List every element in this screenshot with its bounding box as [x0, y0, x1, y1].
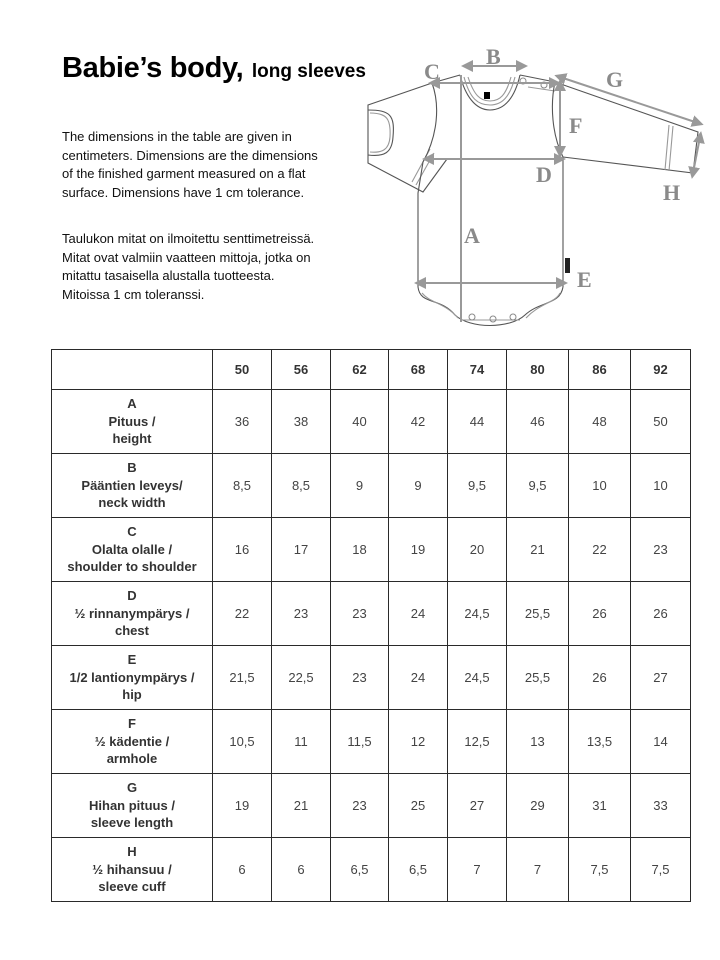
- table-cell: 48: [569, 390, 631, 454]
- table-row: [52, 710, 691, 774]
- table-cell: 46: [507, 390, 569, 454]
- table-row: [52, 582, 691, 646]
- label-en: hip: [122, 687, 142, 703]
- table-cell: 26: [569, 646, 631, 710]
- table-row: [52, 646, 691, 710]
- table-cell: 23: [631, 518, 691, 582]
- table-cell: 9: [389, 454, 448, 518]
- table-cell: 9,5: [448, 454, 507, 518]
- table-cell: 50: [631, 390, 691, 454]
- table-cell: 25: [389, 774, 448, 838]
- measurement-label: [52, 518, 213, 582]
- table-cell: 11: [272, 710, 331, 774]
- table-cell: 22,5: [272, 646, 331, 710]
- table-cell: 7,5: [569, 838, 631, 902]
- label-fi: ½ kädentie /: [94, 733, 170, 749]
- table-cell: 25,5: [507, 582, 569, 646]
- label-code: E: [127, 652, 137, 668]
- table-cell: 13,5: [569, 710, 631, 774]
- table-row: [52, 838, 691, 902]
- table-cell: 19: [213, 774, 272, 838]
- label-en: neck width: [98, 495, 166, 511]
- label-code: H: [127, 844, 137, 860]
- table-cell: 24,5: [448, 646, 507, 710]
- label-b: B: [486, 44, 501, 69]
- header-row: [52, 350, 691, 390]
- table-cell: 11,5: [331, 710, 389, 774]
- label-code: G: [126, 780, 138, 796]
- size-header: 86: [569, 350, 631, 390]
- size-header: 50: [213, 350, 272, 390]
- table-cell: 7,5: [631, 838, 691, 902]
- table-row: [52, 390, 691, 454]
- table-cell: 36: [213, 390, 272, 454]
- table-cell: 10,5: [213, 710, 272, 774]
- table-cell: 8,5: [213, 454, 272, 518]
- table-cell: 9: [331, 454, 389, 518]
- table-cell: 6,5: [389, 838, 448, 902]
- side-tag-icon: [565, 258, 570, 273]
- title-main: Babie’s body,: [62, 52, 244, 84]
- table-cell: 40: [331, 390, 389, 454]
- label-fi: Hihan pituus /: [89, 797, 175, 813]
- table-cell: 20: [448, 518, 507, 582]
- table-cell: 18: [331, 518, 389, 582]
- table-cell: 9,5: [507, 454, 569, 518]
- header-empty: [52, 350, 213, 390]
- table-cell: 19: [389, 518, 448, 582]
- neck-label-icon: [484, 92, 490, 99]
- table-row: [52, 518, 691, 582]
- size-header: 74: [448, 350, 507, 390]
- label-fi: 1/2 lantionympärys /: [69, 669, 195, 685]
- label-a: A: [464, 223, 480, 248]
- label-code: F: [128, 716, 136, 732]
- description-english: The dimensions in the table are given in centimeters. Dimensions are the dimensions of the finished garment measured on a flat surface. Dimensions have 1 cm tolerance.: [62, 129, 318, 200]
- table-cell: 6,5: [331, 838, 389, 902]
- label-code: B: [127, 460, 137, 476]
- label-code: C: [127, 524, 137, 540]
- table-cell: 44: [448, 390, 507, 454]
- table-cell: 23: [272, 582, 331, 646]
- label-c: C: [424, 59, 440, 84]
- table-cell: 31: [569, 774, 631, 838]
- label-f: F: [569, 113, 583, 138]
- label-en: shoulder to shoulder: [67, 559, 197, 575]
- table-cell: 10: [631, 454, 691, 518]
- label-fi: ½ rinnanympärys /: [74, 605, 190, 621]
- table-cell: 10: [569, 454, 631, 518]
- measurement-label: [52, 646, 213, 710]
- label-en: sleeve cuff: [98, 879, 166, 895]
- table-cell: 12: [389, 710, 448, 774]
- measurement-label: [52, 710, 213, 774]
- label-code: A: [127, 396, 137, 412]
- table-cell: 6: [272, 838, 331, 902]
- table-row: [52, 454, 691, 518]
- table-cell: 27: [448, 774, 507, 838]
- table-cell: 6: [213, 838, 272, 902]
- table-cell: 38: [272, 390, 331, 454]
- table-cell: 21: [272, 774, 331, 838]
- snap-buttons: [469, 78, 547, 322]
- table-cell: 27: [631, 646, 691, 710]
- table-cell: 42: [389, 390, 448, 454]
- table-cell: 7: [507, 838, 569, 902]
- size-header: 62: [331, 350, 389, 390]
- label-fi: Olalta olalle /: [91, 541, 173, 557]
- table-cell: 24,5: [448, 582, 507, 646]
- label-en: sleeve length: [90, 815, 174, 831]
- measurement-label: [52, 838, 213, 902]
- label-en: chest: [115, 623, 149, 639]
- size-header: 92: [631, 350, 691, 390]
- table-cell: 33: [631, 774, 691, 838]
- measurement-label: [52, 390, 213, 454]
- table-cell: 7: [448, 838, 507, 902]
- table-cell: 29: [507, 774, 569, 838]
- table-cell: 22: [569, 518, 631, 582]
- table-cell: 12,5: [448, 710, 507, 774]
- table-cell: 21,5: [213, 646, 272, 710]
- table-cell: 17: [272, 518, 331, 582]
- table-cell: 23: [331, 774, 389, 838]
- size-header: 68: [389, 350, 448, 390]
- size-table: [51, 349, 691, 902]
- measurement-label: [52, 774, 213, 838]
- garment-diagram: [360, 35, 710, 335]
- table-cell: 21: [507, 518, 569, 582]
- table-cell: 8,5: [272, 454, 331, 518]
- label-e: E: [577, 267, 592, 292]
- measurement-label: [52, 582, 213, 646]
- measurement-arrows: [420, 66, 700, 322]
- label-d: D: [536, 162, 552, 187]
- table-row: [52, 774, 691, 838]
- label-g: G: [606, 67, 624, 92]
- description-finnish: Taulukon mitat on ilmoitettu senttimetreissä. Mitat ovat valmiin vaatteen mittoja, jotka on mitattu tasaisella alustalla tuotteesta. Mitoissa 1 cm toleranssi.: [62, 231, 315, 302]
- label-fi: Pääntien leveys/: [81, 477, 183, 493]
- size-header: 56: [272, 350, 331, 390]
- table-cell: 13: [507, 710, 569, 774]
- table-cell: 14: [631, 710, 691, 774]
- label-fi: ½ hihansuu /: [92, 861, 172, 877]
- table-cell: 16: [213, 518, 272, 582]
- garment-outline: [368, 75, 698, 326]
- measurement-label: [52, 454, 213, 518]
- table-cell: 25,5: [507, 646, 569, 710]
- table-cell: 23: [331, 646, 389, 710]
- page-title: [62, 52, 366, 85]
- table-cell: 22: [213, 582, 272, 646]
- table-cell: 24: [389, 646, 448, 710]
- table-cell: 26: [569, 582, 631, 646]
- title-sub: long sleeves: [251, 61, 366, 82]
- label-h: H: [663, 180, 681, 205]
- label-code: D: [127, 588, 137, 604]
- label-fi: Pituus /: [108, 413, 156, 429]
- table-cell: 23: [331, 582, 389, 646]
- size-header: 80: [507, 350, 569, 390]
- label-en: height: [112, 431, 152, 447]
- table-cell: 26: [631, 582, 691, 646]
- table-cell: 24: [389, 582, 448, 646]
- label-en: armhole: [106, 751, 158, 767]
